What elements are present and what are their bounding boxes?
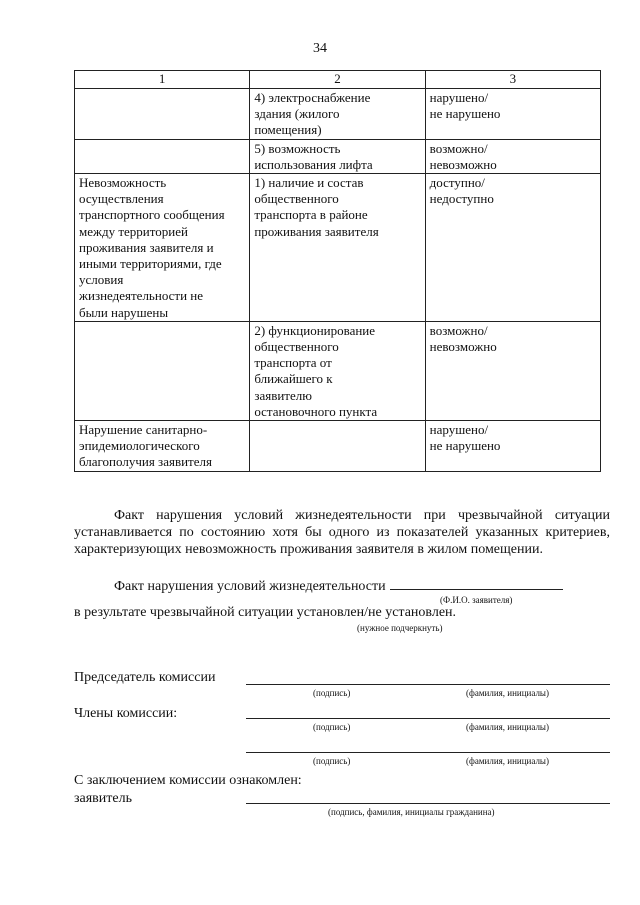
- signature-caption: (подпись): [313, 722, 351, 732]
- table-cell-criterion: [75, 139, 250, 173]
- citizen-caption: (подпись, фамилия, инициалы гражданина): [328, 807, 495, 817]
- cell-line: недоступно: [429, 191, 494, 207]
- table-cell-indicator: [250, 174, 425, 322]
- acquainted-label: С заключением комиссии ознакомлен:: [74, 773, 302, 788]
- cell-line: 5) возможность: [254, 140, 341, 156]
- name-caption: (фамилия, инициалы): [466, 756, 549, 766]
- table-cell-criterion: [75, 174, 250, 322]
- cell-line: Нарушение санитарно-: [79, 422, 208, 438]
- table-row: [75, 139, 601, 173]
- result-line: в результате чрезвычайной ситуации установлен/не установлен.: [74, 605, 457, 620]
- cell-line: осуществления: [79, 191, 164, 207]
- cell-line: общественного: [254, 339, 339, 355]
- cell-line: благополучия заявителя: [79, 454, 212, 470]
- cell-line: использования лифта: [254, 156, 373, 172]
- fact-line: [74, 577, 610, 595]
- table-cell-status: [425, 321, 600, 420]
- cell-line: иными территориями, где: [79, 256, 222, 272]
- cell-line: транспортного сообщения: [79, 207, 225, 223]
- cell-line: нарушено/: [429, 90, 489, 105]
- signature-caption: (подпись): [313, 688, 351, 698]
- cell-line: проживания заявителя: [254, 223, 379, 239]
- cell-line: были нарушены: [79, 304, 169, 320]
- underline-caption: (нужное подчеркнуть): [357, 623, 443, 633]
- table-cell-criterion: [75, 89, 250, 140]
- table-row: [75, 89, 601, 140]
- table-row: [75, 421, 601, 472]
- cell-line: транспорта в районе: [254, 207, 368, 223]
- cell-line: здания (жилого: [254, 106, 340, 122]
- cell-line: жизнедеятельности не: [79, 288, 204, 304]
- cell-line: общественного: [254, 191, 339, 207]
- cell-line: транспорта от: [254, 355, 332, 371]
- table-cell-indicator: [250, 421, 425, 472]
- explanatory-paragraph: Факт нарушения условий жизнедеятельности при чрезвычайной ситуации устанавливается по состоянию хотя бы одного из показателей указанных критериев, характеризующих невозможность проживания заявителя в жилом помещении.: [74, 508, 610, 557]
- applicant-signature-line[interactable]: [246, 803, 610, 804]
- member-signature-line[interactable]: [246, 752, 610, 753]
- cell-line: не нарушено: [429, 106, 501, 122]
- fio-caption: (Ф.И.О. заявителя): [440, 595, 513, 605]
- cell-line: не нарушено: [429, 438, 501, 454]
- applicant-label: заявитель: [74, 791, 132, 806]
- table-cell-status: [425, 139, 600, 173]
- table-cell-indicator: [250, 139, 425, 173]
- cell-line: заявителю: [254, 387, 312, 403]
- table-row: [75, 321, 601, 420]
- table-row: [75, 174, 601, 322]
- table-header-row: [75, 71, 601, 89]
- table-cell-status: [425, 421, 600, 472]
- cell-line: 4) электроснабжение: [254, 90, 371, 105]
- cell-line: между территорией: [79, 223, 188, 239]
- criteria-table: [74, 70, 601, 472]
- table-cell-status: [425, 89, 600, 140]
- cell-line: 1) наличие и состав: [254, 175, 364, 191]
- cell-line: невозможно: [429, 339, 497, 355]
- signature-caption: (подпись): [313, 756, 351, 766]
- table-cell-criterion: [75, 321, 250, 420]
- page-number: 34: [313, 41, 327, 56]
- cell-line: нарушено/: [429, 422, 489, 438]
- cell-line: доступно/: [429, 175, 485, 191]
- table-cell-criterion: [75, 421, 250, 472]
- cell-line: условия: [79, 272, 124, 288]
- cell-line: Невозможность: [79, 175, 167, 191]
- header-col-2: 2: [250, 71, 425, 89]
- member-signature-line[interactable]: [246, 718, 610, 719]
- applicant-name-blank[interactable]: [390, 577, 563, 590]
- cell-line: 2) функционирование: [254, 322, 376, 338]
- cell-line: эпидемиологического: [79, 438, 200, 454]
- header-col-3: 3: [425, 71, 600, 89]
- header-col-1: 1: [75, 71, 250, 89]
- cell-line: невозможно: [429, 156, 497, 172]
- cell-line: возможно/: [429, 322, 488, 338]
- name-caption: (фамилия, инициалы): [466, 688, 549, 698]
- cell-line: помещения): [254, 122, 322, 138]
- cell-line: ближайшего к: [254, 371, 333, 387]
- cell-line: остановочного пункта: [254, 403, 378, 419]
- chairman-label: Председатель комиссии: [74, 670, 216, 685]
- cell-line: проживания заявителя и: [79, 239, 214, 255]
- chairman-signature-line[interactable]: [246, 684, 610, 685]
- table-cell-indicator: [250, 321, 425, 420]
- table-cell-indicator: [250, 89, 425, 140]
- members-label: Члены комиссии:: [74, 706, 178, 721]
- fact-line-text: Факт нарушения условий жизнедеятельности: [114, 579, 386, 594]
- table-cell-status: [425, 174, 600, 322]
- cell-line: возможно/: [429, 140, 488, 156]
- name-caption: (фамилия, инициалы): [466, 722, 549, 732]
